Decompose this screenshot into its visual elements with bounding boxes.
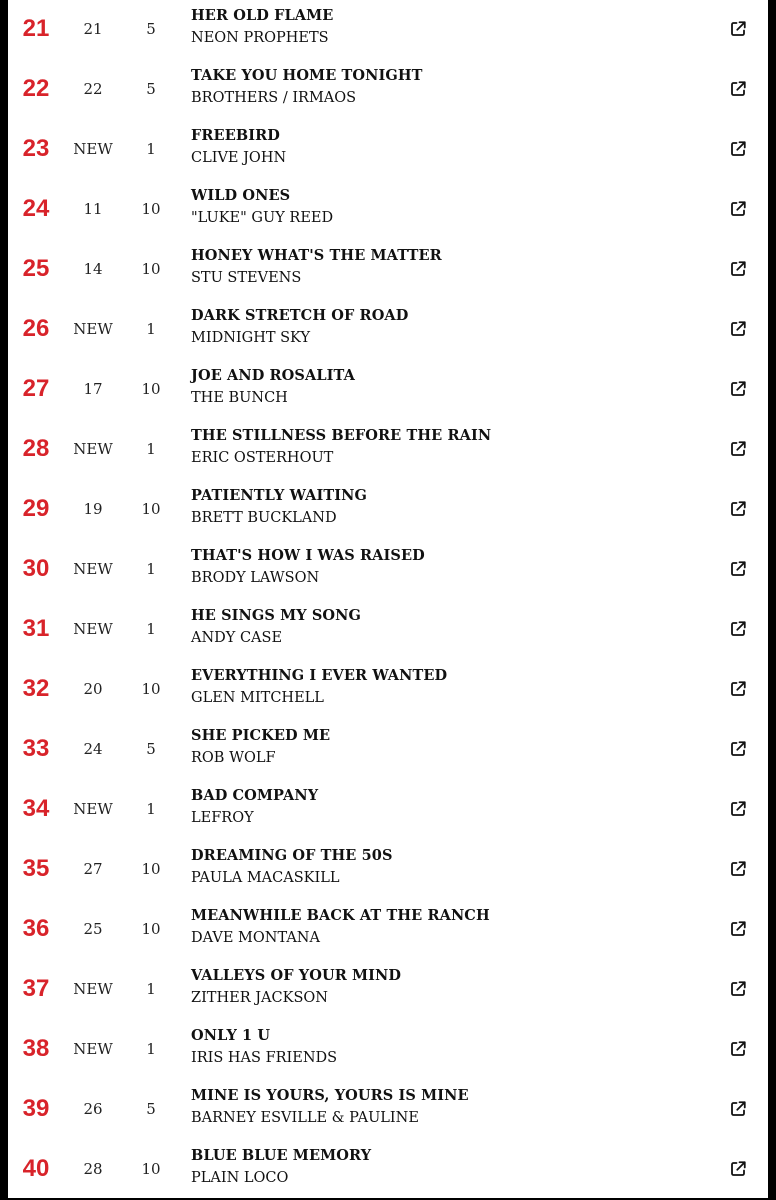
chart-position: 33 [22,735,50,762]
external-link-icon [729,920,747,938]
external-link-icon [729,680,747,698]
weeks-on-chart: 1 [146,320,156,338]
external-link-icon [729,1160,747,1178]
external-link-button[interactable] [728,1099,748,1119]
last-week: NEW [73,440,113,458]
track-artist: ZITHER JACKSON [191,990,328,1006]
track-artist: IRIS HAS FRIENDS [191,1050,338,1066]
track-title: VALLEYS OF YOUR MIND [191,967,402,984]
track-title: WILD ONES [191,187,291,204]
chart-position: 31 [22,615,50,642]
chart-row [8,960,768,1018]
track-info [191,786,708,828]
external-link-button[interactable] [728,1039,748,1059]
weeks-on-chart: 1 [146,800,156,818]
weeks-on-chart: 10 [141,920,161,938]
track-info [191,426,708,468]
external-link-button[interactable] [728,259,748,279]
chart-list [8,0,768,1192]
track-title: THAT'S HOW I WAS RAISED [191,547,425,564]
external-link-button[interactable] [728,1159,748,1179]
chart-row [8,660,768,718]
external-link-button[interactable] [728,739,748,759]
track-info [191,1026,708,1068]
track-title: FREEBIRD [191,127,280,144]
chart-row [8,1020,768,1078]
chart-row [8,1080,768,1138]
chart-position: 32 [22,675,50,702]
external-link-icon [729,260,747,278]
external-link-button[interactable] [728,679,748,699]
chart-row [8,780,768,838]
external-link-button[interactable] [728,19,748,39]
last-week: 27 [83,860,103,878]
track-artist: "LUKE" GUY REED [191,210,334,226]
chart-row [8,360,768,418]
chart-row [8,180,768,238]
external-link-button[interactable] [728,319,748,339]
track-title: DARK STRETCH OF ROAD [191,307,409,324]
external-link-icon [729,500,747,518]
track-title: EVERYTHING I EVER WANTED [191,667,448,684]
chart-position: 30 [22,555,50,582]
weeks-on-chart: 5 [146,20,156,38]
track-artist: CLIVE JOHN [191,150,287,166]
external-link-icon [729,320,747,338]
track-info [191,546,708,588]
track-title: HER OLD FLAME [191,7,334,24]
chart-row [8,1140,768,1198]
track-info [191,366,708,408]
weeks-on-chart: 1 [146,1040,156,1058]
weeks-on-chart: 1 [146,440,156,458]
track-artist: MIDNIGHT SKY [191,330,311,346]
track-artist: GLEN MITCHELL [191,690,324,706]
track-title: MINE IS YOURS, YOURS IS MINE [191,1087,469,1104]
track-info [191,306,708,348]
external-link-button[interactable] [728,619,748,639]
weeks-on-chart: 1 [146,980,156,998]
chart-position: 26 [22,315,50,342]
chart-row [8,60,768,118]
external-link-button[interactable] [728,439,748,459]
track-info [191,846,708,888]
chart-position: 38 [22,1035,50,1062]
track-info [191,606,708,648]
weeks-on-chart: 5 [146,1100,156,1118]
last-week: 19 [83,500,103,518]
last-week: 25 [83,920,103,938]
weeks-on-chart: 5 [146,80,156,98]
chart-position: 25 [22,255,50,282]
chart-row [8,900,768,958]
weeks-on-chart: 10 [141,680,161,698]
track-info [191,126,708,168]
external-link-button[interactable] [728,799,748,819]
track-info [191,6,708,48]
chart-row [8,600,768,658]
external-link-icon [729,80,747,98]
chart-row [8,300,768,358]
weeks-on-chart: 10 [141,200,161,218]
track-title: TAKE YOU HOME TONIGHT [191,67,423,84]
track-title: HONEY WHAT'S THE MATTER [191,247,442,264]
external-link-button[interactable] [728,139,748,159]
last-week: NEW [73,560,113,578]
external-link-icon [729,980,747,998]
weeks-on-chart: 10 [141,380,161,398]
track-title: SHE PICKED ME [191,727,331,744]
external-link-icon [729,560,747,578]
track-title: PATIENTLY WAITING [191,487,367,504]
track-title: ONLY 1 U [191,1027,271,1044]
chart-position: 36 [22,915,50,942]
track-title: THE STILLNESS BEFORE THE RAIN [191,427,492,444]
external-link-button[interactable] [728,199,748,219]
last-week: 21 [83,20,103,38]
external-link-button[interactable] [728,919,748,939]
external-link-button[interactable] [728,859,748,879]
chart-row [8,840,768,898]
last-week: 26 [83,1100,103,1118]
chart-position: 37 [22,975,50,1002]
last-week: NEW [73,1040,113,1058]
track-info [191,966,708,1008]
track-artist: LEFROY [191,810,254,826]
chart-row [8,480,768,538]
track-info [191,726,708,768]
track-title: DREAMING OF THE 50S [191,847,393,864]
last-week: NEW [73,980,113,998]
external-link-icon [729,20,747,38]
weeks-on-chart: 10 [141,860,161,878]
chart-row [8,720,768,778]
track-info [191,186,708,228]
track-info [191,666,708,708]
track-artist: ERIC OSTERHOUT [191,450,334,466]
chart-row [8,240,768,298]
track-title: MEANWHILE BACK AT THE RANCH [191,907,490,924]
track-artist: DAVE MONTANA [191,930,320,946]
last-week: 22 [83,80,103,98]
external-link-icon [729,440,747,458]
last-week: NEW [73,800,113,818]
weeks-on-chart: 10 [141,260,161,278]
chart-position: 24 [22,195,50,222]
last-week: NEW [73,320,113,338]
track-info [191,1086,708,1128]
weeks-on-chart: 1 [146,140,156,158]
external-link-icon [729,800,747,818]
weeks-on-chart: 1 [146,620,156,638]
chart-position: 23 [22,135,50,162]
track-artist: NEON PROPHETS [191,30,329,46]
last-week: 11 [83,200,103,218]
external-link-icon [729,1100,747,1118]
chart-position: 22 [22,75,50,102]
track-artist: BRETT BUCKLAND [191,510,337,526]
chart-position: 40 [22,1155,50,1182]
last-week: 17 [83,380,103,398]
external-link-icon [729,620,747,638]
external-link-icon [729,200,747,218]
weeks-on-chart: 10 [141,500,161,518]
track-artist: PAULA MACASKILL [191,870,340,886]
track-info [191,906,708,948]
track-artist: THE BUNCH [191,390,288,406]
track-info [191,486,708,528]
last-week: 28 [83,1160,103,1178]
chart-position: 39 [22,1095,50,1122]
track-artist: ROB WOLF [191,750,276,766]
track-artist: BRODY LAWSON [191,570,320,586]
last-week: NEW [73,620,113,638]
track-artist: PLAIN LOCO [191,1170,289,1186]
weeks-on-chart: 1 [146,560,156,578]
weeks-on-chart: 10 [141,1160,161,1178]
track-artist: BROTHERS / IRMAOS [191,90,357,106]
last-week: 20 [83,680,103,698]
last-week: 14 [83,260,103,278]
chart-row [8,420,768,478]
external-link-button[interactable] [728,379,748,399]
external-link-button[interactable] [728,79,748,99]
last-week: NEW [73,140,113,158]
chart-position: 27 [22,375,50,402]
external-link-button[interactable] [728,499,748,519]
external-link-icon [729,1040,747,1058]
track-artist: STU STEVENS [191,270,302,286]
track-title: JOE AND ROSALITA [191,367,355,384]
chart-position: 35 [22,855,50,882]
chart-row [8,540,768,598]
external-link-icon [729,860,747,878]
track-info [191,246,708,288]
track-info [191,1146,708,1188]
last-week: 24 [83,740,103,758]
track-title: HE SINGS MY SONG [191,607,361,624]
track-artist: BARNEY ESVILLE & PAULINE [191,1110,419,1126]
external-link-icon [729,140,747,158]
external-link-button[interactable] [728,559,748,579]
external-link-icon [729,380,747,398]
chart-position: 21 [22,15,50,42]
track-title: BLUE BLUE MEMORY [191,1147,372,1164]
weeks-on-chart: 5 [146,740,156,758]
chart-row [8,120,768,178]
chart-position: 28 [22,435,50,462]
chart-row [8,0,768,58]
track-artist: ANDY CASE [191,630,283,646]
external-link-icon [729,740,747,758]
chart-position: 29 [22,495,50,522]
chart-position: 34 [22,795,50,822]
external-link-button[interactable] [728,979,748,999]
track-title: BAD COMPANY [191,787,319,804]
track-info [191,66,708,108]
